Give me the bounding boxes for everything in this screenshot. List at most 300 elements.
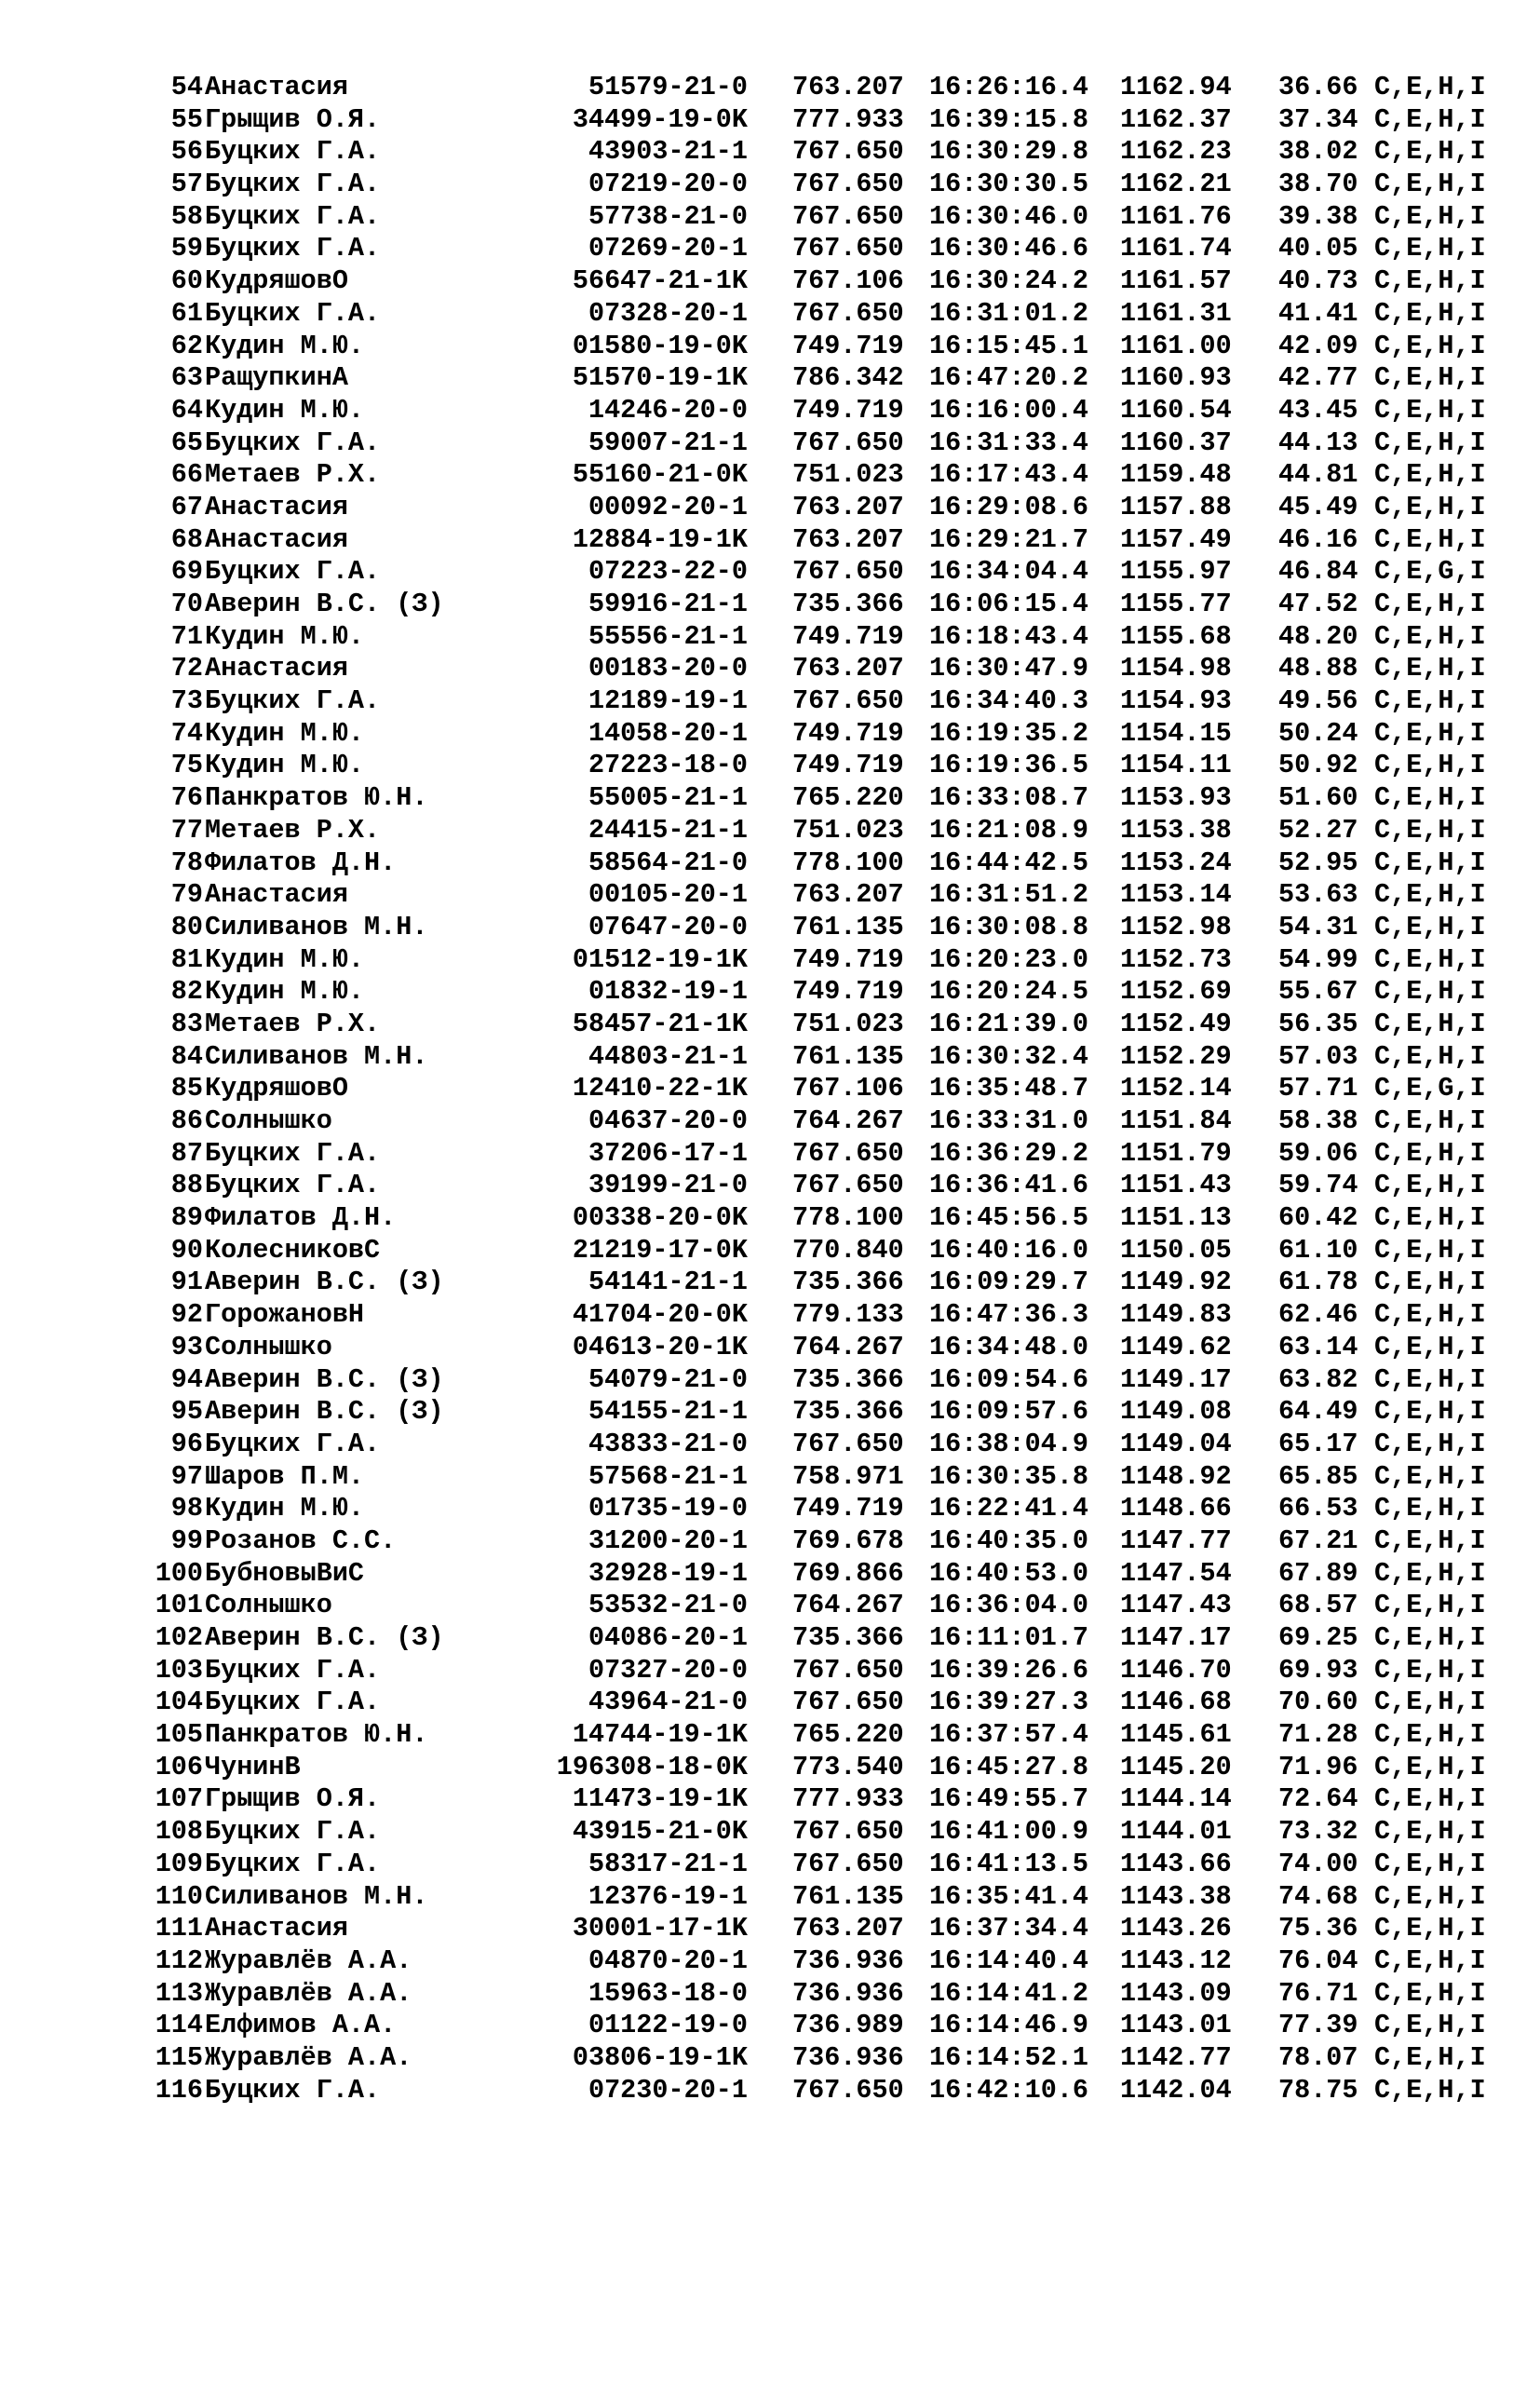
speed-cell: 1148.66 xyxy=(1120,1493,1232,1524)
coefficient-cell: 67.21 xyxy=(1278,1524,1358,1556)
stakes-cell: C,E,H,I xyxy=(1374,976,1486,1008)
table-row xyxy=(0,1202,1540,1235)
rank-cell: 83 xyxy=(170,1008,203,1039)
coefficient-cell: 72.64 xyxy=(1278,1783,1358,1815)
table-row xyxy=(0,1235,1540,1267)
stakes-cell: C,E,H,I xyxy=(1374,1913,1486,1944)
rank-cell: 82 xyxy=(170,976,203,1008)
table-row xyxy=(0,1009,1540,1041)
distance-cell: 764.267 xyxy=(792,1105,904,1136)
stakes-cell: C,E,H,I xyxy=(1374,1331,1486,1362)
table-row xyxy=(0,782,1540,815)
distance-cell: 764.267 xyxy=(792,1590,904,1621)
distance-cell: 773.540 xyxy=(792,1751,904,1782)
arrival-time-cell: 16:31:51.2 xyxy=(929,879,1089,911)
coefficient-cell: 51.60 xyxy=(1278,782,1358,814)
ring-number-cell: 54141-21-1 xyxy=(588,1267,748,1298)
rank-cell: 66 xyxy=(170,459,203,491)
rank-cell: 106 xyxy=(155,1751,203,1782)
ring-number-cell: 196308-18-0K xyxy=(556,1751,748,1782)
arrival-time-cell: 16:47:36.3 xyxy=(929,1299,1089,1331)
rank-cell: 80 xyxy=(170,911,203,942)
rank-cell: 114 xyxy=(155,2010,203,2041)
speed-cell: 1146.68 xyxy=(1120,1687,1232,1718)
speed-cell: 1152.29 xyxy=(1120,1040,1232,1072)
rank-cell: 76 xyxy=(170,782,203,814)
table-row xyxy=(0,1655,1540,1687)
speed-cell: 1154.15 xyxy=(1120,717,1232,749)
ring-number-cell: 31200-20-1 xyxy=(588,1524,748,1556)
stakes-cell: C,E,H,I xyxy=(1374,72,1486,102)
rank-cell: 85 xyxy=(170,1073,203,1104)
ring-number-cell: 07328-20-1 xyxy=(588,297,748,329)
arrival-time-cell: 16:09:54.6 xyxy=(929,1363,1089,1395)
fancier-name-cell: Аверин В.С. (З) xyxy=(205,1396,444,1428)
table-row xyxy=(0,589,1540,621)
fancier-name-cell: Метаев Р.Х. xyxy=(205,814,381,846)
arrival-time-cell: 16:14:41.2 xyxy=(929,1977,1089,2009)
arrival-time-cell: 16:30:08.8 xyxy=(929,911,1089,942)
fancier-name-cell: Буцких Г.А. xyxy=(205,233,381,264)
table-row xyxy=(0,556,1540,589)
speed-cell: 1153.93 xyxy=(1120,782,1232,814)
arrival-time-cell: 16:41:00.9 xyxy=(929,1816,1089,1848)
coefficient-cell: 57.71 xyxy=(1278,1073,1358,1104)
arrival-time-cell: 16:34:48.0 xyxy=(929,1331,1089,1362)
table-row xyxy=(0,653,1540,685)
speed-cell: 1162.37 xyxy=(1120,103,1232,135)
coefficient-cell: 61.10 xyxy=(1278,1234,1358,1266)
coefficient-cell: 50.24 xyxy=(1278,717,1358,749)
stakes-cell: C,E,H,I xyxy=(1374,1977,1486,2009)
arrival-time-cell: 16:39:27.3 xyxy=(929,1687,1089,1718)
coefficient-cell: 64.49 xyxy=(1278,1396,1358,1428)
stakes-cell: C,E,H,I xyxy=(1374,1524,1486,1556)
coefficient-cell: 52.27 xyxy=(1278,814,1358,846)
ring-number-cell: 27223-18-0 xyxy=(588,750,748,781)
distance-cell: 765.220 xyxy=(792,1719,904,1751)
ring-number-cell: 58317-21-1 xyxy=(588,1848,748,1879)
fancier-name-cell: Буцких Г.А. xyxy=(205,1428,381,1459)
rank-cell: 65 xyxy=(170,427,203,458)
table-row xyxy=(0,492,1540,524)
coefficient-cell: 68.57 xyxy=(1278,1590,1358,1621)
arrival-time-cell: 16:33:31.0 xyxy=(929,1105,1089,1136)
stakes-cell: C,E,H,I xyxy=(1374,717,1486,749)
ring-number-cell: 56647-21-1K xyxy=(572,265,748,297)
speed-cell: 1157.88 xyxy=(1120,491,1232,522)
fancier-name-cell: Аверин В.С. (З) xyxy=(205,589,444,619)
stakes-cell: C,E,H,I xyxy=(1374,1363,1486,1395)
speed-cell: 1149.83 xyxy=(1120,1299,1232,1331)
distance-cell: 735.366 xyxy=(792,1363,904,1395)
stakes-cell: C,E,H,I xyxy=(1374,1687,1486,1718)
table-row xyxy=(0,1849,1540,1881)
arrival-time-cell: 16:39:15.8 xyxy=(929,103,1089,135)
arrival-time-cell: 16:22:41.4 xyxy=(929,1493,1089,1524)
fancier-name-cell: Метаев Р.Х. xyxy=(205,459,381,491)
coefficient-cell: 76.71 xyxy=(1278,1977,1358,2009)
distance-cell: 736.936 xyxy=(792,1944,904,1976)
rank-cell: 79 xyxy=(170,879,203,911)
table-row xyxy=(0,1461,1540,1494)
coefficient-cell: 60.42 xyxy=(1278,1202,1358,1234)
speed-cell: 1151.79 xyxy=(1120,1137,1232,1169)
speed-cell: 1143.26 xyxy=(1120,1913,1232,1944)
rank-cell: 91 xyxy=(170,1267,203,1298)
distance-cell: 763.207 xyxy=(792,491,904,522)
stakes-cell: C,E,H,I xyxy=(1374,233,1486,264)
ring-number-cell: 24415-21-1 xyxy=(588,814,748,846)
ring-number-cell: 57568-21-1 xyxy=(588,1460,748,1492)
table-row xyxy=(0,1622,1540,1655)
fancier-name-cell: Кудин М.Ю. xyxy=(205,717,365,749)
ring-number-cell: 15963-18-0 xyxy=(588,1977,748,2009)
table-row xyxy=(0,1783,1540,1816)
speed-cell: 1162.21 xyxy=(1120,169,1232,200)
distance-cell: 767.650 xyxy=(792,556,904,588)
distance-cell: 770.840 xyxy=(792,1234,904,1266)
stakes-cell: C,E,H,I xyxy=(1374,1202,1486,1234)
ring-number-cell: 14744-19-1K xyxy=(572,1719,748,1751)
rank-cell: 115 xyxy=(155,2041,203,2073)
speed-cell: 1161.31 xyxy=(1120,297,1232,329)
stakes-cell: C,E,H,I xyxy=(1374,427,1486,458)
table-row xyxy=(0,815,1540,847)
speed-cell: 1144.01 xyxy=(1120,1816,1232,1848)
fancier-name-cell: Грыщив О.Я. xyxy=(205,103,381,135)
distance-cell: 777.933 xyxy=(792,103,904,135)
table-row xyxy=(0,524,1540,557)
arrival-time-cell: 16:40:35.0 xyxy=(929,1524,1089,1556)
rank-cell: 73 xyxy=(170,685,203,717)
stakes-cell: C,E,H,I xyxy=(1374,1848,1486,1879)
distance-cell: 767.650 xyxy=(792,427,904,458)
table-row xyxy=(0,136,1540,169)
arrival-time-cell: 16:37:34.4 xyxy=(929,1913,1089,1944)
arrival-time-cell: 16:45:56.5 xyxy=(929,1202,1089,1234)
ring-number-cell: 44803-21-1 xyxy=(588,1040,748,1072)
arrival-time-cell: 16:21:39.0 xyxy=(929,1008,1089,1039)
rank-cell: 116 xyxy=(155,2074,203,2106)
stakes-cell: C,E,H,I xyxy=(1374,879,1486,911)
distance-cell: 769.866 xyxy=(792,1557,904,1589)
rank-cell: 61 xyxy=(170,297,203,329)
fancier-name-cell: РащупкинА xyxy=(205,362,348,394)
rank-cell: 104 xyxy=(155,1687,203,1718)
speed-cell: 1154.11 xyxy=(1120,750,1232,781)
rank-cell: 102 xyxy=(155,1622,203,1653)
rank-cell: 60 xyxy=(170,265,203,297)
arrival-time-cell: 16:17:43.4 xyxy=(929,459,1089,491)
ring-number-cell: 12884-19-1K xyxy=(572,523,748,555)
table-row xyxy=(0,1332,1540,1364)
coefficient-cell: 59.06 xyxy=(1278,1137,1358,1169)
rank-cell: 74 xyxy=(170,717,203,749)
table-row xyxy=(0,685,1540,718)
ring-number-cell: 07269-20-1 xyxy=(588,233,748,264)
stakes-cell: C,E,H,I xyxy=(1374,1783,1486,1815)
distance-cell: 763.207 xyxy=(792,1913,904,1944)
distance-cell: 749.719 xyxy=(792,620,904,652)
coefficient-cell: 67.89 xyxy=(1278,1557,1358,1589)
speed-cell: 1146.70 xyxy=(1120,1654,1232,1686)
table-row xyxy=(0,395,1540,427)
stakes-cell: C,E,H,I xyxy=(1374,200,1486,232)
ring-number-cell: 04637-20-0 xyxy=(588,1105,748,1136)
rank-cell: 59 xyxy=(170,233,203,264)
fancier-name-cell: Силиванов М.Н. xyxy=(205,1040,428,1072)
rank-cell: 112 xyxy=(155,1944,203,1976)
ring-number-cell: 07223-22-0 xyxy=(588,556,748,588)
distance-cell: 767.650 xyxy=(792,169,904,200)
rank-cell: 77 xyxy=(170,814,203,846)
fancier-name-cell: КолесниковС xyxy=(205,1234,381,1266)
table-row xyxy=(0,1590,1540,1622)
rank-cell: 68 xyxy=(170,523,203,555)
rank-cell: 107 xyxy=(155,1783,203,1815)
coefficient-cell: 45.49 xyxy=(1278,491,1358,522)
fancier-name-cell: КудряшовО xyxy=(205,265,348,297)
ring-number-cell: 01832-19-1 xyxy=(588,976,748,1008)
distance-cell: 777.933 xyxy=(792,1783,904,1815)
ring-number-cell: 07327-20-0 xyxy=(588,1654,748,1686)
stakes-cell: C,E,H,I xyxy=(1374,1008,1486,1039)
fancier-name-cell: Буцких Г.А. xyxy=(205,1654,381,1686)
stakes-cell: C,E,H,I xyxy=(1374,103,1486,135)
speed-cell: 1152.69 xyxy=(1120,976,1232,1008)
ring-number-cell: 59007-21-1 xyxy=(588,427,748,458)
distance-cell: 749.719 xyxy=(792,717,904,749)
coefficient-cell: 52.95 xyxy=(1278,847,1358,878)
coefficient-cell: 63.14 xyxy=(1278,1331,1358,1362)
speed-cell: 1161.74 xyxy=(1120,233,1232,264)
speed-cell: 1162.94 xyxy=(1120,72,1232,102)
speed-cell: 1149.04 xyxy=(1120,1428,1232,1459)
fancier-name-cell: Буцких Г.А. xyxy=(205,200,381,232)
distance-cell: 778.100 xyxy=(792,1202,904,1234)
speed-cell: 1153.38 xyxy=(1120,814,1232,846)
fancier-name-cell: Буцких Г.А. xyxy=(205,2074,381,2106)
arrival-time-cell: 16:20:24.5 xyxy=(929,976,1089,1008)
coefficient-cell: 50.92 xyxy=(1278,750,1358,781)
arrival-time-cell: 16:29:21.7 xyxy=(929,523,1089,555)
coefficient-cell: 65.17 xyxy=(1278,1428,1358,1459)
table-row xyxy=(0,1881,1540,1914)
table-row xyxy=(0,1525,1540,1558)
distance-cell: 767.650 xyxy=(792,200,904,232)
rank-cell: 111 xyxy=(155,1913,203,1944)
fancier-name-cell: БубновыВиС xyxy=(205,1557,365,1589)
rank-cell: 98 xyxy=(170,1493,203,1524)
rank-cell: 87 xyxy=(170,1137,203,1169)
table-row xyxy=(0,1170,1540,1202)
distance-cell: 763.207 xyxy=(792,653,904,684)
rank-cell: 99 xyxy=(170,1524,203,1556)
speed-cell: 1154.93 xyxy=(1120,685,1232,717)
table-row xyxy=(0,1978,1540,2011)
distance-cell: 778.100 xyxy=(792,847,904,878)
fancier-name-cell: Силиванов М.Н. xyxy=(205,911,428,942)
rank-cell: 89 xyxy=(170,1202,203,1234)
fancier-name-cell: Буцких Г.А. xyxy=(205,427,381,458)
coefficient-cell: 36.66 xyxy=(1278,72,1358,102)
fancier-name-cell: Метаев Р.Х. xyxy=(205,1008,381,1039)
arrival-time-cell: 16:44:42.5 xyxy=(929,847,1089,878)
coefficient-cell: 54.99 xyxy=(1278,943,1358,975)
arrival-time-cell: 16:34:40.3 xyxy=(929,685,1089,717)
fancier-name-cell: Кудин М.Ю. xyxy=(205,394,365,426)
coefficient-cell: 57.03 xyxy=(1278,1040,1358,1072)
ring-number-cell: 03806-19-1K xyxy=(572,2041,748,2073)
table-row xyxy=(0,2010,1540,2042)
arrival-time-cell: 16:30:29.8 xyxy=(929,136,1089,168)
fancier-name-cell: Анастасия xyxy=(205,653,348,684)
stakes-cell: C,E,H,I xyxy=(1374,1170,1486,1201)
fancier-name-cell: Панкратов Ю.Н. xyxy=(205,782,428,814)
distance-cell: 749.719 xyxy=(792,1493,904,1524)
fancier-name-cell: Журавлёв А.А. xyxy=(205,1944,412,1976)
ring-number-cell: 55005-21-1 xyxy=(588,782,748,814)
table-row xyxy=(0,331,1540,363)
distance-cell: 763.207 xyxy=(792,523,904,555)
rank-cell: 70 xyxy=(170,589,203,619)
ring-number-cell: 14058-20-1 xyxy=(588,717,748,749)
coefficient-cell: 74.00 xyxy=(1278,1848,1358,1879)
distance-cell: 749.719 xyxy=(792,943,904,975)
coefficient-cell: 54.31 xyxy=(1278,911,1358,942)
distance-cell: 779.133 xyxy=(792,1299,904,1331)
ring-number-cell: 54079-21-0 xyxy=(588,1363,748,1395)
stakes-cell: C,E,H,I xyxy=(1374,620,1486,652)
distance-cell: 736.936 xyxy=(792,2041,904,2073)
fancier-name-cell: Буцких Г.А. xyxy=(205,1170,381,1201)
coefficient-cell: 41.41 xyxy=(1278,297,1358,329)
coefficient-cell: 46.84 xyxy=(1278,556,1358,588)
rank-cell: 105 xyxy=(155,1719,203,1751)
stakes-cell: C,E,H,I xyxy=(1374,1299,1486,1331)
ring-number-cell: 43915-21-0K xyxy=(572,1816,748,1848)
fancier-name-cell: Буцких Г.А. xyxy=(205,1848,381,1879)
speed-cell: 1144.14 xyxy=(1120,1783,1232,1815)
table-row xyxy=(0,750,1540,782)
arrival-time-cell: 16:21:08.9 xyxy=(929,814,1089,846)
fancier-name-cell: Солнышко xyxy=(205,1331,332,1362)
stakes-cell: C,E,H,I xyxy=(1374,1460,1486,1492)
coefficient-cell: 58.38 xyxy=(1278,1105,1358,1136)
stakes-cell: C,E,H,I xyxy=(1374,362,1486,394)
speed-cell: 1160.93 xyxy=(1120,362,1232,394)
results-table xyxy=(0,72,1540,2107)
coefficient-cell: 49.56 xyxy=(1278,685,1358,717)
fancier-name-cell: Филатов Д.Н. xyxy=(205,847,397,878)
speed-cell: 1161.00 xyxy=(1120,330,1232,361)
fancier-name-cell: Филатов Д.Н. xyxy=(205,1202,397,1234)
stakes-cell: C,E,H,I xyxy=(1374,2074,1486,2106)
ring-number-cell: 01735-19-0 xyxy=(588,1493,748,1524)
table-row xyxy=(0,1105,1540,1138)
table-row xyxy=(0,233,1540,265)
coefficient-cell: 46.16 xyxy=(1278,523,1358,555)
ring-number-cell: 00338-20-0K xyxy=(572,1202,748,1234)
coefficient-cell: 65.85 xyxy=(1278,1460,1358,1492)
table-row xyxy=(0,427,1540,460)
coefficient-cell: 55.67 xyxy=(1278,976,1358,1008)
ring-number-cell: 57738-21-0 xyxy=(588,200,748,232)
fancier-name-cell: Кудин М.Ю. xyxy=(205,1493,365,1524)
coefficient-cell: 62.46 xyxy=(1278,1299,1358,1331)
fancier-name-cell: Аверин В.С. (З) xyxy=(205,1267,444,1298)
rank-cell: 72 xyxy=(170,653,203,684)
arrival-time-cell: 16:36:29.2 xyxy=(929,1137,1089,1169)
stakes-cell: C,E,H,I xyxy=(1374,330,1486,361)
table-row xyxy=(0,1429,1540,1461)
table-row xyxy=(0,72,1540,104)
arrival-time-cell: 16:20:23.0 xyxy=(929,943,1089,975)
speed-cell: 1151.84 xyxy=(1120,1105,1232,1136)
coefficient-cell: 48.20 xyxy=(1278,620,1358,652)
ring-number-cell: 04870-20-1 xyxy=(588,1944,748,1976)
fancier-name-cell: Буцких Г.А. xyxy=(205,136,381,168)
fancier-name-cell: ЧунинВ xyxy=(205,1751,301,1782)
table-row xyxy=(0,1041,1540,1074)
rank-cell: 113 xyxy=(155,1977,203,2009)
arrival-time-cell: 16:30:47.9 xyxy=(929,653,1089,684)
ring-number-cell: 55556-21-1 xyxy=(588,620,748,652)
table-row xyxy=(0,1364,1540,1397)
stakes-cell: C,E,H,I xyxy=(1374,265,1486,297)
table-row xyxy=(0,298,1540,331)
rank-cell: 71 xyxy=(170,620,203,652)
table-row xyxy=(0,1138,1540,1171)
distance-cell: 767.650 xyxy=(792,1816,904,1848)
arrival-time-cell: 16:47:20.2 xyxy=(929,362,1089,394)
stakes-cell: C,E,H,I xyxy=(1374,814,1486,846)
stakes-cell: C,E,H,I xyxy=(1374,1493,1486,1524)
arrival-time-cell: 16:30:46.0 xyxy=(929,200,1089,232)
arrival-time-cell: 16:29:08.6 xyxy=(929,491,1089,522)
distance-cell: 749.719 xyxy=(792,976,904,1008)
fancier-name-cell: Аверин В.С. (З) xyxy=(205,1622,444,1653)
fancier-name-cell: Буцких Г.А. xyxy=(205,556,381,588)
stakes-cell: C,E,H,I xyxy=(1374,1719,1486,1751)
fancier-name-cell: Розанов С.С. xyxy=(205,1524,397,1556)
ring-number-cell: 58457-21-1K xyxy=(572,1008,748,1039)
rank-cell: 92 xyxy=(170,1299,203,1331)
ring-number-cell: 00183-20-0 xyxy=(588,653,748,684)
table-row xyxy=(0,2075,1540,2107)
rank-cell: 96 xyxy=(170,1428,203,1459)
speed-cell: 1143.12 xyxy=(1120,1944,1232,1976)
rank-cell: 84 xyxy=(170,1040,203,1072)
ring-number-cell: 04613-20-1K xyxy=(572,1331,748,1362)
distance-cell: 736.989 xyxy=(792,2010,904,2041)
speed-cell: 1150.05 xyxy=(1120,1234,1232,1266)
distance-cell: 767.650 xyxy=(792,1428,904,1459)
fancier-name-cell: Буцких Г.А. xyxy=(205,1687,381,1718)
speed-cell: 1154.98 xyxy=(1120,653,1232,684)
stakes-cell: C,E,H,I xyxy=(1374,943,1486,975)
table-row xyxy=(0,912,1540,944)
coefficient-cell: 44.81 xyxy=(1278,459,1358,491)
rank-cell: 103 xyxy=(155,1654,203,1686)
ring-number-cell: 07230-20-1 xyxy=(588,2074,748,2106)
stakes-cell: C,E,H,I xyxy=(1374,1622,1486,1653)
distance-cell: 764.267 xyxy=(792,1331,904,1362)
ring-number-cell: 00105-20-1 xyxy=(588,879,748,911)
arrival-time-cell: 16:19:35.2 xyxy=(929,717,1089,749)
distance-cell: 767.650 xyxy=(792,2074,904,2106)
